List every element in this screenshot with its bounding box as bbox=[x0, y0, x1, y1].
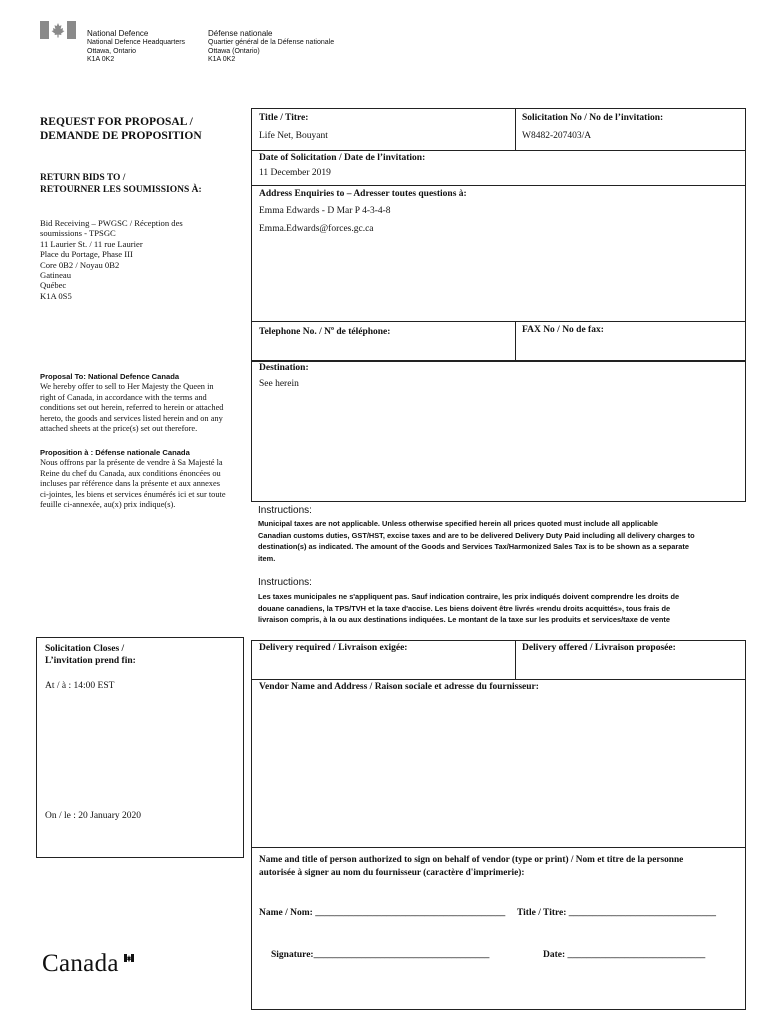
proposition-title: Proposition à : Défense nationale Canada bbox=[40, 448, 190, 457]
telephone-label bbox=[259, 326, 390, 337]
proposition-line: Reine du chef du Canada, aux conditions énoncées ou bbox=[40, 468, 221, 478]
header-en-dept: National Defence bbox=[87, 29, 149, 38]
header-fr-hq: Quartier général de la Défense nationale bbox=[208, 39, 335, 46]
instruction-line: destination(s) as indicated. The amount of the Goods and Services Tax/Harmonized Sales Tax is to be shown as a separate bbox=[258, 542, 689, 552]
divider bbox=[251, 847, 746, 848]
proposal-line: hereto, the goods and services listed herein and on any bbox=[40, 413, 223, 423]
signature-date-field[interactable]: Date: _____________________________ bbox=[543, 950, 706, 960]
return-bids-heading bbox=[40, 173, 202, 196]
header-french bbox=[208, 29, 334, 65]
form-upper-box bbox=[251, 108, 746, 362]
address-line: soumissions - TPSGC bbox=[40, 228, 116, 239]
destination-box bbox=[251, 360, 746, 502]
wordmark-flag-icon bbox=[124, 954, 134, 970]
canada-wordmark-text: Canada bbox=[42, 950, 119, 977]
closes-label-fr: L’invitation prend fin: bbox=[45, 655, 136, 666]
fax-label: FAX No / No de fax: bbox=[522, 325, 604, 335]
telephone-label-sup: o bbox=[330, 326, 334, 332]
address-line: Gatineau bbox=[40, 270, 72, 281]
instructions-en-body bbox=[258, 518, 695, 564]
delivery-required-label: Delivery required / Livraison exigée: bbox=[259, 643, 408, 653]
divider bbox=[515, 108, 516, 150]
instruction-line: douane canadiens, la TPS/TVH et la taxe d'accise. Les biens doivent être livrés «rendu droits acquittés», tous frais de bbox=[258, 603, 671, 613]
proposal-to-body bbox=[40, 382, 245, 435]
header-en-postal: K1A 0K2 bbox=[87, 56, 115, 64]
proposal-line: conditions set out herein, referred to herein or attached bbox=[40, 403, 224, 413]
solicitation-number-label: Solicitation No / No de l’invitation: bbox=[522, 113, 664, 123]
proposition-line: Nous offrons par la présente de vendre à Sa Majesté la bbox=[40, 458, 223, 467]
solicitation-closes-label bbox=[45, 644, 136, 667]
delivery-offered-label: Delivery offered / Livraison proposée: bbox=[522, 643, 676, 653]
return-bids-en: RETURN BIDS TO / bbox=[40, 173, 126, 183]
instructions-en-title: Instructions: bbox=[258, 505, 312, 516]
closing-time: At / à : 14:00 EST bbox=[45, 681, 115, 691]
title-value[interactable]: Life Net, Bouyant bbox=[259, 131, 328, 141]
divider bbox=[251, 321, 746, 322]
document-title bbox=[40, 115, 202, 143]
authorized-label-line: autorisée à signer au nom du fournisseur (caractère d'imprimerie): bbox=[259, 868, 525, 878]
telephone-label-b: de téléphone: bbox=[333, 327, 391, 338]
instruction-line: item. bbox=[258, 553, 276, 563]
return-address bbox=[40, 218, 183, 301]
return-bids-fr: RETOURNER LES SOUMISSIONS À: bbox=[40, 184, 202, 195]
proposal-line: right of Canada, in accordance with the terms and bbox=[40, 392, 207, 402]
proposal-line: We hereby offer to sell to Her Majesty the Queen in bbox=[40, 382, 214, 391]
document-title-en: REQUEST FOR PROPOSAL / bbox=[40, 116, 193, 128]
instructions-fr-body bbox=[258, 591, 679, 626]
divider bbox=[251, 150, 746, 151]
solicitation-date-label: Date of Solicitation / Date de l’invitation: bbox=[259, 153, 426, 163]
address-line: Core 0B2 / Noyau 0B2 bbox=[40, 259, 120, 270]
canada-wordmark bbox=[42, 950, 119, 978]
enquiries-email[interactable]: Emma.Edwards@forces.gc.ca bbox=[259, 224, 374, 234]
proposal-to-section bbox=[40, 372, 245, 435]
proposal-to-title: Proposal To: National Defence Canada bbox=[40, 372, 180, 381]
canada-flag-icon bbox=[40, 21, 76, 39]
closing-date: On / le : 20 January 2020 bbox=[45, 811, 142, 821]
header-fr-dept: Défense nationale bbox=[208, 29, 273, 38]
address-line: 11 Laurier St. / 11 rue Laurier bbox=[40, 238, 143, 249]
divider bbox=[515, 640, 516, 679]
proposition-body bbox=[40, 458, 245, 511]
address-line: Québec bbox=[40, 280, 67, 291]
document-title-fr: DEMANDE DE PROPOSITION bbox=[40, 130, 202, 142]
destination-value: See herein bbox=[259, 379, 299, 389]
instruction-line: livraison compris, à la ou aux destinations indiquées. Le montant de la taxe sur les produits et services/taxe de vente bbox=[258, 615, 670, 625]
proposition-line: feuille ci-annexée, au(x) prix indique(s). bbox=[40, 500, 176, 510]
signer-title-field[interactable]: Title / Titre: _______________________________ bbox=[517, 908, 717, 918]
instructions-fr-title: Instructions: bbox=[258, 577, 312, 588]
header-fr-postal: K1A 0K2 bbox=[208, 56, 236, 64]
signature-field[interactable]: Signature:_____________________________________ bbox=[271, 950, 490, 960]
enquiries-label: Address Enquiries to – Adresser toutes questions à: bbox=[259, 189, 467, 199]
vendor-label: Vendor Name and Address / Raison sociale et adresse du fournisseur: bbox=[259, 682, 539, 692]
proposition-section bbox=[40, 448, 245, 511]
solicitation-date-value[interactable]: 11 December 2019 bbox=[259, 168, 331, 178]
closes-label-en: Solicitation Closes / bbox=[45, 644, 125, 654]
title-label: Title / Titre: bbox=[259, 113, 309, 123]
address-line: Place du Portage, Phase III bbox=[40, 249, 133, 260]
proposition-line: ci-jointes, les biens et services énumérés ici et sur toute bbox=[40, 489, 226, 499]
divider bbox=[251, 679, 746, 680]
solicitation-number-value[interactable]: W8482-207403/A bbox=[522, 131, 592, 141]
instruction-line: Les taxes municipales ne s'appliquent pas. Sauf indication contraire, les prix indiqués doivent comprendre les droits de bbox=[258, 592, 680, 601]
destination-label: Destination: bbox=[259, 363, 309, 373]
enquiries-name: Emma Edwards - D Mar P 4-3-4-8 bbox=[259, 206, 391, 216]
authorized-label-line: Name and title of person authorized to sign on behalf of vendor (type or print) / Nom et titre de la personne bbox=[259, 855, 684, 865]
proposition-line: incluses par référence dans la présente et aux annexes bbox=[40, 479, 220, 489]
instruction-line: Municipal taxes are not applicable. Unless otherwise specified herein all prices quoted must include all applicable bbox=[258, 519, 659, 528]
header-fr-city: Ottawa (Ontario) bbox=[208, 47, 260, 55]
divider bbox=[251, 185, 746, 186]
instruction-line: Canadian customs duties, GST/HST, excise taxes and are to be delivered Delivery Duty Paid including all delivery charges to bbox=[258, 530, 695, 540]
address-line: Bid Receiving – PWGSC / Réception des bbox=[40, 218, 183, 228]
header-english bbox=[87, 29, 185, 65]
header-en-city: Ottawa, Ontario bbox=[87, 47, 137, 55]
solicitation-closes-box bbox=[36, 637, 244, 858]
address-line: K1A 0S5 bbox=[40, 290, 72, 301]
signer-name-field[interactable]: Name / Nom: ________________________________________ bbox=[259, 908, 506, 918]
header-en-hq: National Defence Headquarters bbox=[87, 39, 186, 46]
authorized-person-label bbox=[259, 854, 683, 880]
proposal-line: attached sheets at the price(s) set out therefore. bbox=[40, 424, 198, 434]
telephone-label-a: Telephone No. / N bbox=[259, 327, 331, 338]
divider bbox=[515, 321, 516, 362]
